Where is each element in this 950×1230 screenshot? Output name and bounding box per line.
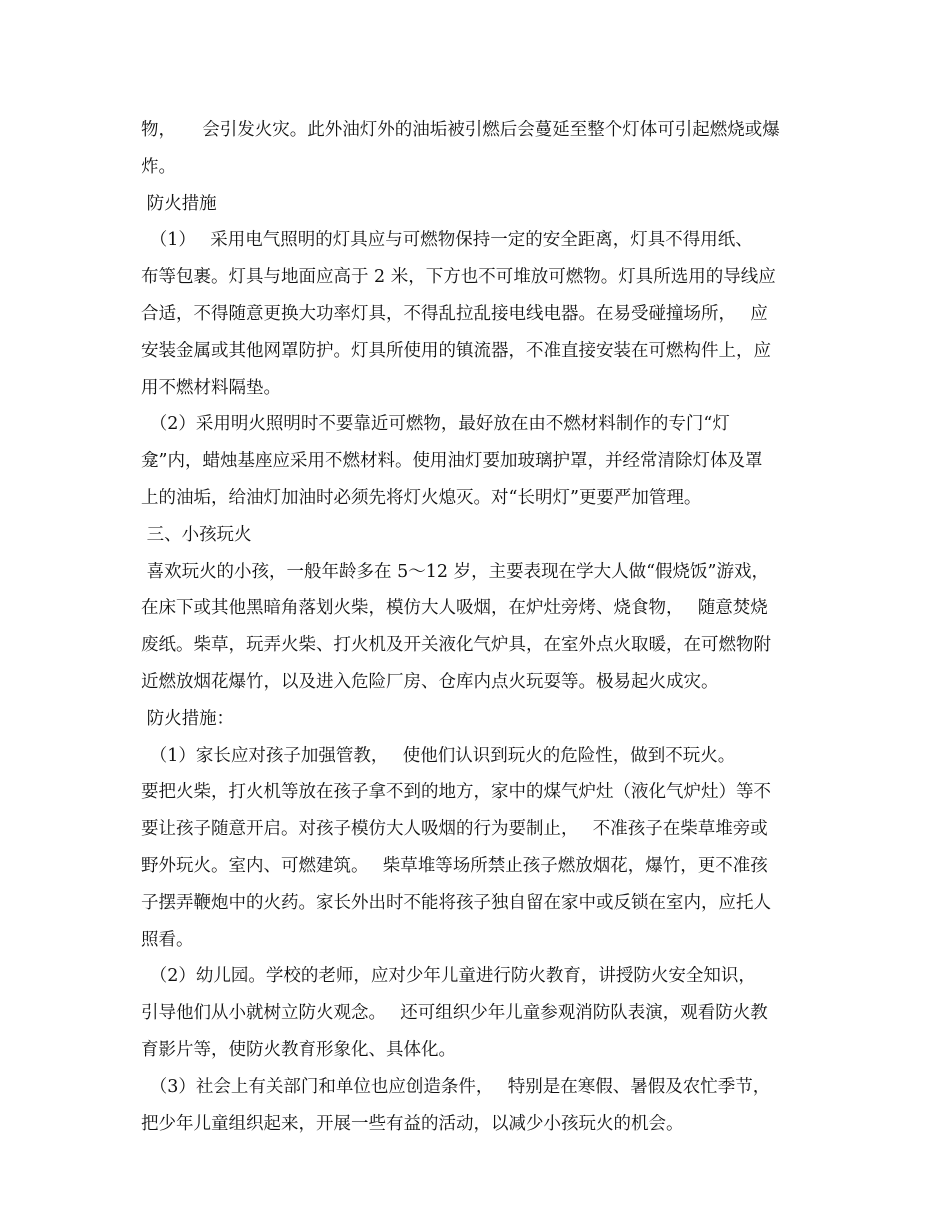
text-line: （2）采用明火照明时不要靠近可燃物，最好放在由不燃材料制作的专门“灯 bbox=[141, 414, 730, 435]
text-line: （3）社会上有关部门和单位也应创造条件， 特别是在寒假、暑假及农忙季节， bbox=[141, 1076, 771, 1097]
text-line: 废纸。柴草，玩弄火柴、打火机及开关液化气炉具，在室外点火取暖，在可燃物附 bbox=[141, 635, 771, 656]
text-line: 育影片等，使防火教育形象化、具体化。 bbox=[141, 1039, 456, 1060]
text-line: 炸。 bbox=[141, 156, 176, 177]
text-line: 安装金属或其他网罩防护。灯具所使用的镇流器，不准直接安装在可燃构件上，应 bbox=[141, 340, 771, 361]
text-line: 布等包裹。灯具与地面应高于 2 米，下方也不可堆放可燃物。灯具所选用的导线应 bbox=[141, 267, 776, 288]
document-body bbox=[141, 112, 816, 1142]
text-line: 喜欢玩火的小孩，一般年龄多在 5～12 岁，主要表现在学大人做“假烧饭”游戏， bbox=[141, 561, 769, 582]
text-line: 在床下或其他黑暗角落划火柴，模仿大人吸烟，在炉灶旁烤、烧食物， 随意焚烧 bbox=[141, 598, 768, 619]
text-line: 子摆弄鞭炮中的火药。家长外出时不能将孩子独自留在家中或反锁在室内，应托人 bbox=[141, 892, 771, 913]
text-line: 合适，不得随意更换大功率灯具，不得乱拉乱接电线电器。在易受碰撞场所， 应 bbox=[141, 303, 768, 324]
text-line: 把少年儿童组织起来，开展一些有益的活动，以减少小孩玩火的机会。 bbox=[141, 1113, 684, 1134]
section-heading: 防火措施 bbox=[141, 193, 217, 214]
text-line: 要把火柴，打火机等放在孩子拿不到的地方，家中的煤气炉灶（液化气炉灶）等不 bbox=[141, 782, 771, 803]
section-heading: 三、小孩玩火 bbox=[141, 524, 252, 545]
text-line: 上的油垢，给油灯加油时必须先将灯火熄灭。对“长明灯”更要严加管理。 bbox=[141, 487, 702, 508]
text-line: 引导他们从小就树立防火观念。 还可组织少年儿童参观消防队表演，观看防火教 bbox=[141, 1003, 768, 1024]
text-line: 照看。 bbox=[141, 929, 194, 950]
text-line: 龛”内，蜡烛基座应采用不燃材料。使用油灯要加玻璃护罩，并经常清除灯体及罩 bbox=[141, 451, 763, 472]
text-line: （2）幼儿园。学校的老师，应对少年儿童进行防火教育，讲授防火安全知识， bbox=[141, 966, 756, 987]
text-line: （1）家长应对孩子加强管教， 使他们认识到玩火的危险性，做到不玩火。 bbox=[141, 745, 736, 766]
text-line: 近燃放烟花爆竹，以及进入危险厂房、仓库内点火玩耍等。极易起火成灾。 bbox=[141, 671, 719, 692]
text-line: 野外玩火。室内、可燃建筑。 柴草堆等场所禁止孩子燃放烟花，爆竹，更不准孩 bbox=[141, 855, 768, 876]
text-line: 用不燃材料隔垫。 bbox=[141, 377, 281, 398]
section-heading: 防火措施： bbox=[141, 708, 235, 729]
text-line: 物， 会引发火灾。此外油灯外的油垢被引燃后会蔓延至整个灯体可引起燃烧或爆 bbox=[141, 120, 780, 140]
text-line: 要让孩子随意开启。对孩子模仿大人吸烟的行为要制止， 不准孩子在柴草堆旁或 bbox=[141, 819, 768, 840]
text-line: （1） 采用电气照明的灯具应与可燃物保持一定的安全距离，灯具不得用纸、 bbox=[141, 230, 753, 251]
